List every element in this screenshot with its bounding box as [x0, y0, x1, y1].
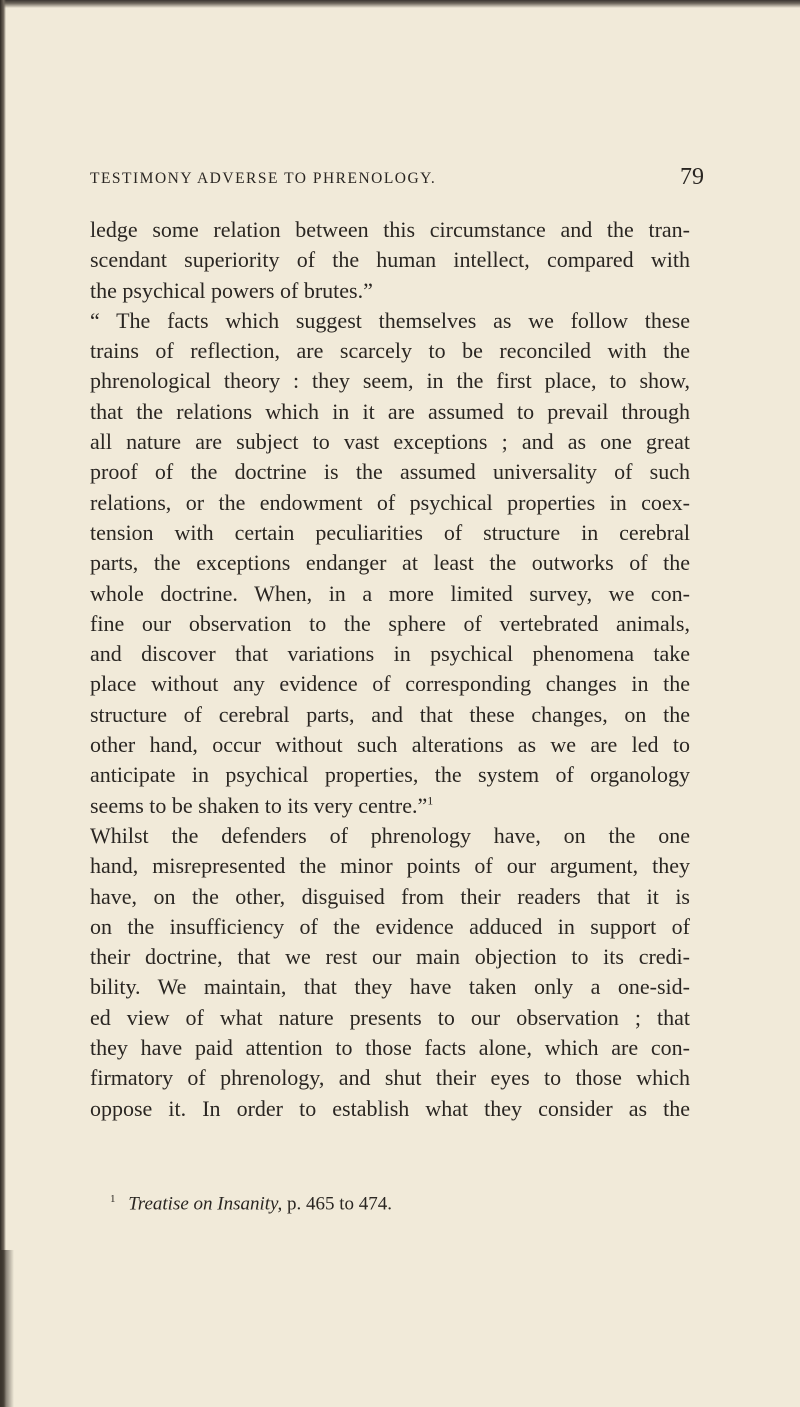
body-text — [90, 215, 690, 1124]
text-line: fine our observation to the sphere of vertebrated animals, — [90, 610, 690, 636]
text-line: tension with certain peculiarities of structure in cerebral — [90, 519, 690, 545]
text-line: their doctrine, that we rest our main objection to its credi- — [90, 944, 690, 970]
page-edge-left — [0, 0, 6, 1407]
text-line: relations, or the endowment of psychical properties in coex- — [90, 489, 690, 515]
text-line: place without any evidence of corresponding changes in the — [90, 671, 690, 697]
text-line: hand, misrepresented the minor points of our argument, they — [90, 853, 690, 879]
page-edge-top — [0, 0, 800, 8]
text-line: structure of cerebral parts, and that these changes, on the — [90, 701, 690, 727]
footnote — [90, 1193, 690, 1215]
text-line-with-note — [90, 791, 690, 821]
page-number: 79 — [680, 164, 704, 190]
text-line: on the insufficiency of the evidence adduced in support of — [90, 913, 690, 939]
footnote-reference: 1 — [427, 793, 434, 808]
footnote-title: Treatise on Insanity, — [128, 1193, 283, 1215]
text-line: they have paid attention to those facts alone, which are con- — [90, 1035, 690, 1061]
text-line: oppose it. In order to establish what they consider as the — [90, 1095, 690, 1121]
text-line: bility. We maintain, that they have taken only a one-sid- — [90, 974, 690, 1000]
text-line: all nature are subject to vast exceptions ; and as one great — [90, 429, 690, 455]
text-line: parts, the exceptions endanger at least the outworks of the — [90, 550, 690, 576]
text-line: that the relations which in it are assumed to prevail through — [90, 398, 690, 424]
text-line: scendant superiority of the human intellect, compared with — [90, 247, 690, 273]
text-line: and discover that variations in psychical phenomena take — [90, 641, 690, 667]
text-line: trains of reflection, are scarcely to be reconciled with the — [90, 338, 690, 364]
text-line: anticipate in psychical properties, the system of organology — [90, 762, 690, 788]
text-line: “ The facts which suggest themselves as we follow these — [90, 307, 690, 333]
page-shadow — [0, 1250, 14, 1407]
text-line: Whilst the defenders of phrenology have, on the one — [90, 822, 690, 848]
text-line: the psychical powers of brutes.” — [90, 277, 373, 303]
text-line: proof of the doctrine is the assumed universality of such — [90, 459, 690, 485]
footnote-mark: 1 — [110, 1193, 116, 1205]
text-line: ledge some relation between this circumstance and the tran- — [90, 217, 690, 242]
text-line: ed view of what nature presents to our observation ; that — [90, 1004, 690, 1030]
text-line: whole doctrine. When, in a more limited survey, we con- — [90, 580, 690, 606]
footnote-pages: p. 465 to 474. — [286, 1193, 392, 1215]
text-line: seems to be shaken to its very centre.” — [90, 792, 428, 818]
text-line: have, on the other, disguised from their readers that it is — [90, 883, 690, 909]
text-line: firmatory of phrenology, and shut their eyes to those which — [90, 1065, 690, 1091]
running-title: TESTIMONY ADVERSE TO PHRENOLOGY. — [90, 170, 437, 187]
text-line: other hand, occur without such alterations as we are led to — [90, 732, 690, 758]
text-line: phrenological theory : they seem, in the first place, to show, — [90, 368, 690, 394]
